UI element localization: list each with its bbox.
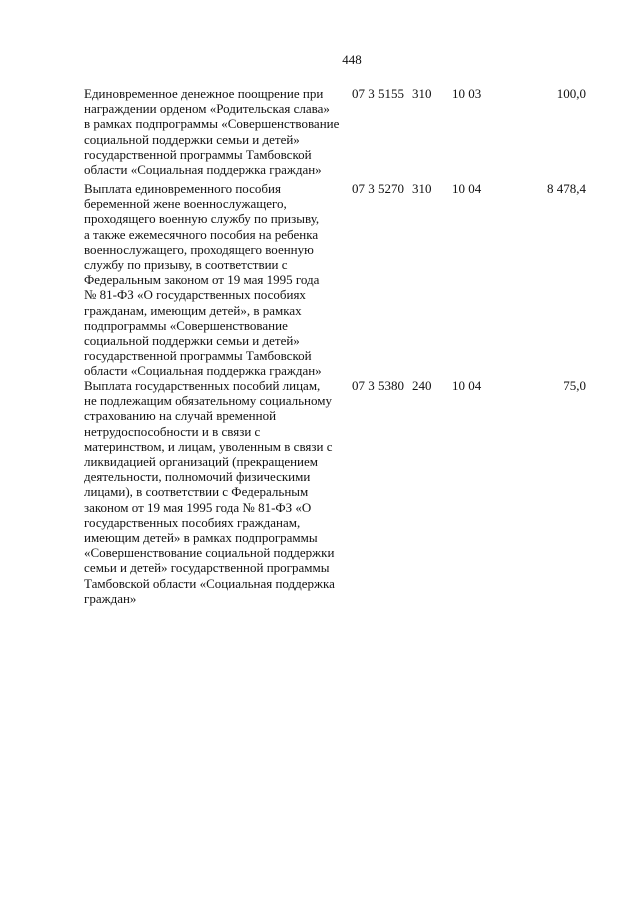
row-description (84, 181, 346, 379)
description-line: семьи и детей» государственной программы (84, 560, 330, 576)
description-line: «Совершенствование социальной поддержки (84, 545, 335, 561)
description-line: проходящего военную службу по призыву, (84, 211, 320, 227)
description-line: беременной жене военнослужащего, (84, 196, 287, 212)
description-line: Единовременное денежное поощрение при (84, 86, 324, 101)
description-line: службу по призыву, в соответствии с (84, 257, 288, 273)
description-line: в рамках подпрограммы «Совершенствование (84, 116, 340, 132)
target-code: 07 3 5155 (352, 86, 404, 101)
description-line: награждении орденом «Родительская слава» (84, 101, 330, 117)
description-line: области «Социальная поддержка граждан» (84, 162, 322, 178)
section-code: 10 04 (452, 181, 482, 196)
description-line: государственных пособиях гражданам, (84, 514, 301, 530)
description-line: социальной поддержки семьи и детей» (84, 131, 300, 147)
description-line: граждан» (84, 590, 137, 606)
description-line: материнством, и лицам, уволенным в связи с (84, 438, 333, 454)
amount: 8 478,4 (547, 181, 586, 196)
description-line: военнослужащего, проходящего военную (84, 241, 314, 257)
expense-type: 240 (412, 378, 432, 393)
target-code: 07 3 5270 (352, 181, 404, 196)
row-description (84, 378, 346, 606)
section-code: 10 04 (452, 378, 482, 393)
expense-type: 310 (412, 181, 432, 196)
row-description (84, 86, 346, 177)
target-code: 07 3 5380 (352, 378, 404, 393)
description-line: социальной поддержки семьи и детей» (84, 333, 300, 349)
description-line: а также ежемесячного пособия на ребенка (84, 226, 319, 242)
description-line: Тамбовской области «Социальная поддержка (84, 575, 335, 591)
expense-type: 310 (412, 86, 432, 101)
description-line: области «Социальная поддержка граждан» (84, 363, 322, 379)
description-line: страхованию на случай временной (84, 408, 277, 424)
description-line: не подлежащим обязательному социальному (84, 393, 332, 409)
description-line: нетрудоспособности и в связи с (84, 423, 261, 439)
description-line: государственной программы Тамбовской (84, 146, 312, 162)
description-line: № 81-ФЗ «О государственных пособиях (84, 287, 306, 303)
amount: 100,0 (556, 86, 586, 101)
description-line: законом от 19 мая 1995 года № 81-ФЗ «О (84, 499, 312, 515)
description-line: Федеральным законом от 19 мая 1995 года (84, 272, 320, 288)
description-line: Выплата единовременного пособия (84, 181, 281, 196)
description-line: подпрограммы «Совершенствование (84, 317, 288, 333)
description-line: имеющим детей» в рамках подпрограммы (84, 530, 318, 546)
section-code: 10 03 (452, 86, 482, 101)
description-line: деятельности, полномочий физическими (84, 469, 311, 485)
description-line: гражданам, имеющим детей», в рамках (84, 302, 302, 318)
description-line: ликвидацией организаций (прекращением (84, 454, 319, 470)
amount: 75,0 (563, 378, 586, 393)
description-line: лицами), в соответствии с Федеральным (84, 484, 309, 500)
description-line: Выплата государственных пособий лицам, (84, 378, 321, 393)
page-number: 448 (342, 52, 362, 67)
description-line: государственной программы Тамбовской (84, 348, 312, 364)
